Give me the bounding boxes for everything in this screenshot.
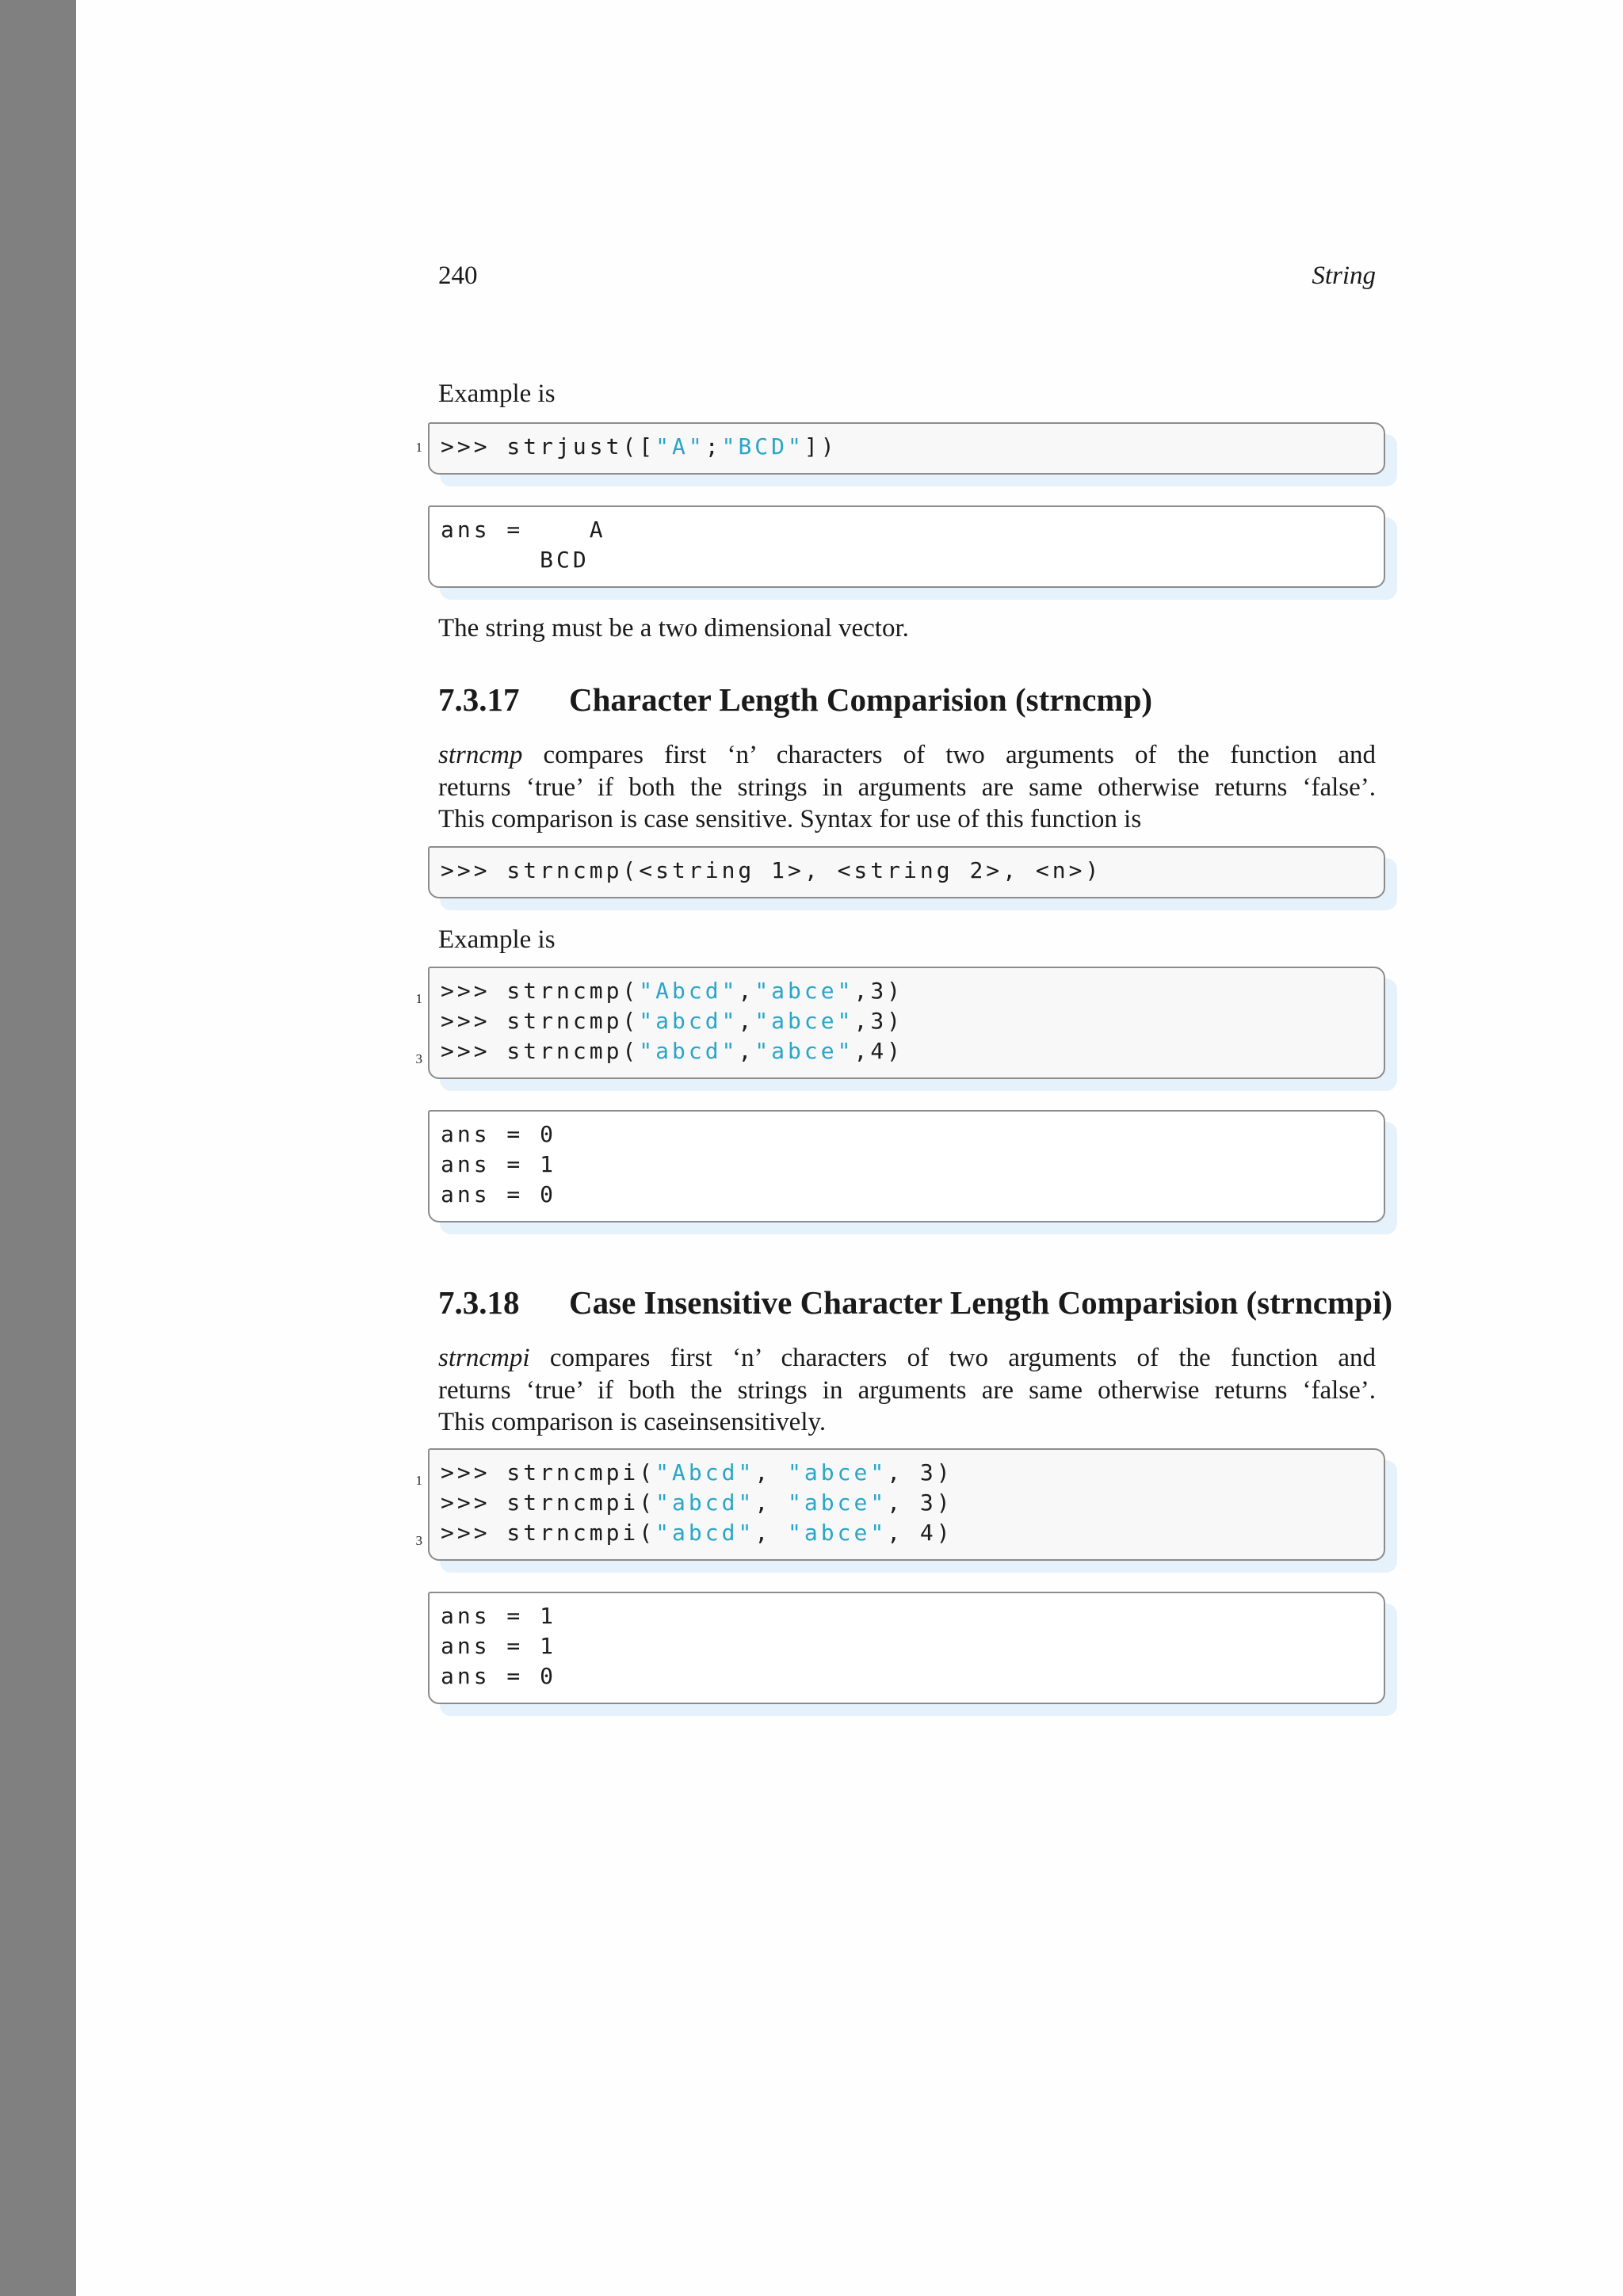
line-number: 3 [415,1051,422,1066]
output-line: ans = A [441,517,606,543]
section-description: strncmp compares first ‘n’ characters of two arguments of the function and returns ‘true’ if both the strings in arguments are same otherwise returns ‘false’. This comparison is case sensitive. Syntax for use of this function is [438,741,1376,833]
output-line: ans = 1 [441,1151,557,1177]
code-line: >>> strncmp("abcd","abce",4) [441,1038,904,1064]
code-output-strjust [428,505,1385,588]
section-title: Character Length Comparision (strncmp) [569,681,1153,718]
code-syntax-strncmp [428,846,1385,898]
line-number: 1 [415,1473,422,1488]
function-name: strncmpi [438,1344,530,1372]
line-number: 1 [415,991,422,1006]
line-number: 1 [415,440,422,455]
output-line: ans = 1 [441,1603,557,1629]
code-line: >>> strncmp("abcd","abce",3) [441,1008,904,1034]
output-line: ans = 0 [441,1663,557,1689]
code-output-strncmpi [428,1592,1385,1704]
code-line: >>> strncmp(<string 1>, <string 2>, <n>) [441,857,1102,883]
running-header-title: String [1312,261,1376,290]
section-number: 7.3.17 [438,681,520,718]
output-line: BCD [441,547,590,573]
section-heading-7-3-17 [438,681,1152,719]
code-line: >>> strjust(["A";"BCD"]) [441,433,838,460]
output-line: ans = 0 [441,1181,557,1207]
example-intro: Example is [438,925,556,954]
output-line: ans = 1 [441,1633,557,1659]
section-title: Case Insensitive Character Length Comparision (strncmpi) [569,1284,1392,1321]
code-line: >>> strncmpi("abcd", "abce", 3) [441,1489,953,1516]
note-paragraph: The string must be a two dimensional vector. [438,614,909,643]
code-listing-strncmpi [428,1448,1385,1561]
page-number: 240 [438,261,478,290]
line-number: 3 [415,1533,422,1548]
page-gutter [0,0,76,2296]
section-description: strncmpi compares first ‘n’ characters of two arguments of the function and returns ‘true’ if both the strings in arguments are same otherwise returns ‘false’. This comparison is caseinsensitively. [438,1344,1376,1436]
code-listing-strjust [428,422,1385,475]
code-listing-strncmp [428,967,1385,1079]
function-name: strncmp [438,741,523,769]
code-line: >>> strncmpi("Abcd", "abce", 3) [441,1459,953,1486]
code-output-strncmp [428,1110,1385,1222]
section-heading-7-3-18 [438,1283,1392,1322]
code-line: >>> strncmp("Abcd","abce",3) [441,978,904,1004]
section-number: 7.3.18 [438,1284,520,1321]
output-line: ans = 0 [441,1121,557,1147]
code-line: >>> strncmpi("abcd", "abce", 4) [441,1520,953,1546]
example-intro: Example is [438,379,556,408]
